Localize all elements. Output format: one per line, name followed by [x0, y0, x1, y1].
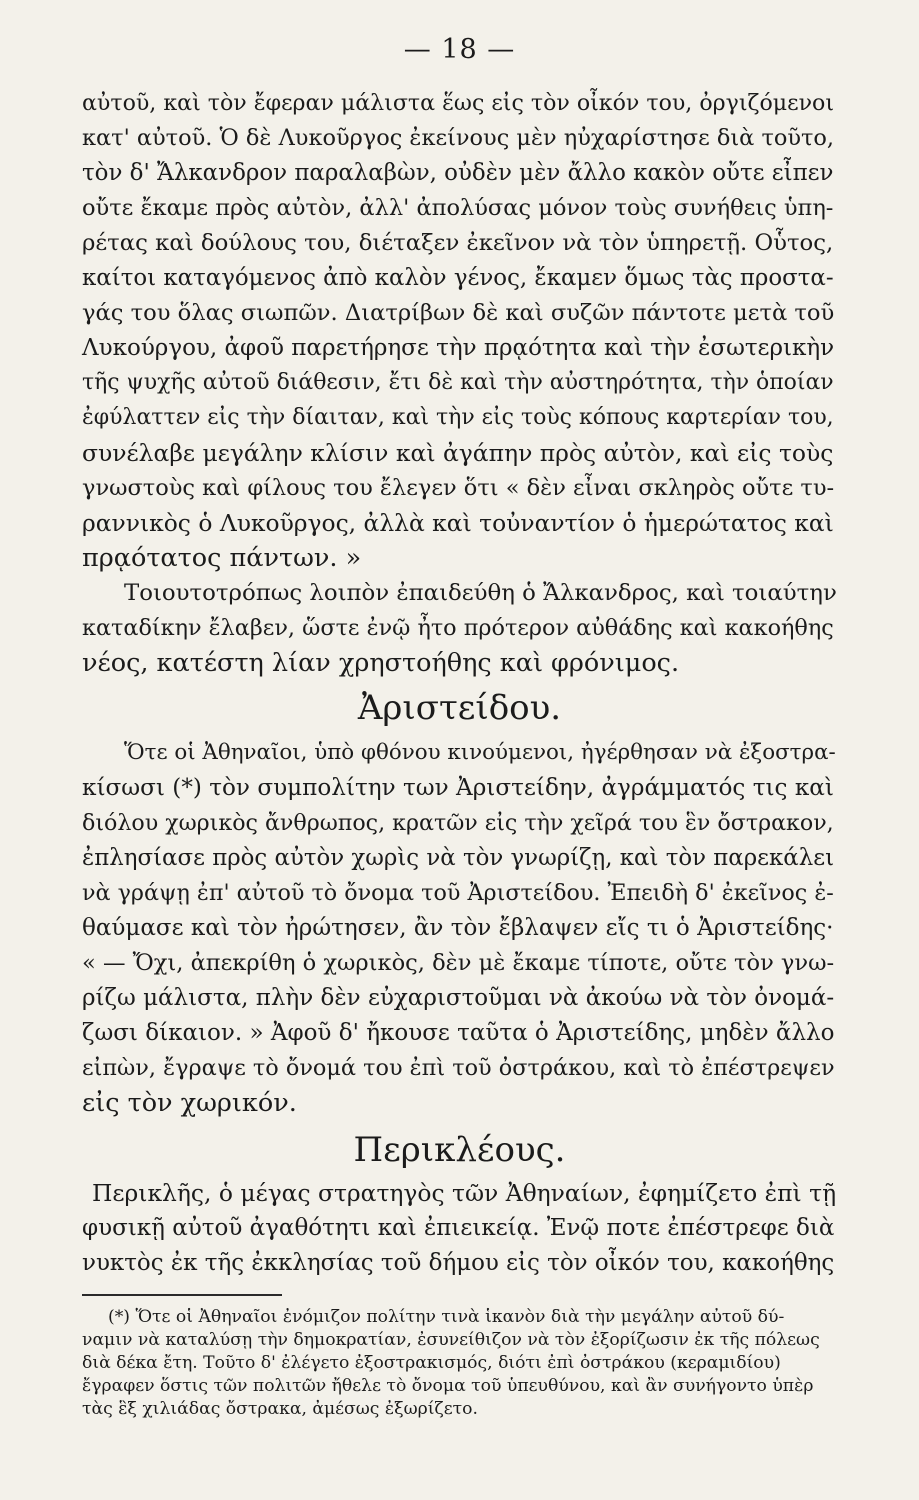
footnote-line: ναμιν νὰ καταλύσῃ τὴν δημοκρατίαν, ἐσυνείθιζον νὰ τὸν ἐξορίζωσιν ἐκ τῆς πόλεως — [82, 1330, 820, 1350]
text-line: γάς του ὅλας σιωπῶν. Διατρίβων δὲ καὶ συζῶν πάντοτε μετὰ τοῦ — [82, 300, 835, 326]
text-line: ἐπλησίασε πρὸς αὐτὸν χωρὶς νὰ τὸν γνωρίζῃ, καὶ τὸν παρεκάλει — [82, 845, 835, 871]
text-line: εἰπὼν, ἔγραψε τὸ ὄνομά του ἐπὶ τοῦ ὀστράκου, καὶ τὸ ἐπέστρεψεν — [82, 1055, 835, 1081]
page-number: — 18 — — [403, 34, 516, 65]
text-line: ραννικὸς ὁ Λυκοῦργος, ἀλλὰ καὶ τοὐναντίον ὁ ἡμερώτατος καὶ — [82, 509, 834, 537]
text-line: ζωσι δίκαιον. » Ἀφοῦ δ' ἤκουσε ταῦτα ὁ Ἀριστείδης, μηδὲν ἄλλο — [82, 1020, 835, 1046]
text-line: διόλου χωρικὸς ἄνθρωπος, κρατῶν εἰς τὴν χεῖρά του ἓν ὄστρακον, — [82, 810, 834, 836]
text-line: εἰς τὸν χωρικόν. — [82, 1088, 297, 1118]
section-heading-aristeidou: Ἀριστείδου. — [357, 688, 562, 728]
text-line: καίτοι καταγόμενος ἀπὸ καλὸν γένος, ἔκαμεν ὅμως τὰς προστα- — [82, 265, 834, 291]
text-line: θαύμασε καὶ τὸν ἠρώτησεν, ἂν τὸν ἔβλαψεν εἴς τι ὁ Ἀριστείδης· — [82, 915, 834, 941]
text-line: γνωστοὺς καὶ φίλους του ἔλεγεν ὅτι « δὲν εἶναι σκληρὸς οὔτε τυ- — [82, 475, 835, 501]
text-line: Ὅτε οἱ Ἀθηναῖοι, ὑπὸ φθόνου κινούμενοι, ἠγέρθησαν νὰ ἐξοστρα- — [124, 740, 836, 765]
text-line: αὐτοῦ, καὶ τὸν ἔφεραν μάλιστα ἕως εἰς τὸν οἶκόν του, ὀργιζόμενοι — [82, 90, 834, 116]
text-line: ρίζω μάλιστα, πλὴν δὲν εὐχαριστοῦμαι νὰ ἀκούω νὰ τὸν ὀνομά- — [82, 985, 835, 1011]
text-line: Λυκούργου, ἀφοῦ παρετήρησε τὴν πρᾳότητα καὶ τὴν ἐσωτερικὴν — [82, 335, 835, 361]
text-line: καταδίκην ἔλαβεν, ὥστε ἐνῷ ἦτο πρότερον αὐθάδης καὶ κακοήθης — [82, 615, 834, 641]
text-line: συνέλαβε μεγάλην κλίσιν καὶ ἀγάπην πρὸς αὐτὸν, καὶ εἰς τοὺς — [82, 439, 834, 467]
text-line: Περικλῆς, ὁ μέγας στρατηγὸς τῶν Ἀθηναίων, ἐφημίζετο ἐπὶ τῇ — [92, 1179, 837, 1207]
text-line: κίσωσι (*) τὸν συμπολίτην των Ἀριστείδην, ἀγράμματός τις καὶ — [82, 775, 834, 801]
text-line: νὰ γράψῃ ἐπ' αὐτοῦ τὸ ὄνομα τοῦ Ἀριστείδου. Ἐπειδὴ δ' ἐκεῖνος ἐ- — [82, 880, 834, 906]
text-line: Τοιουτοτρόπως λοιπὸν ἐπαιδεύθη ὁ Ἄλκανδρος, καὶ τοιαύτην — [124, 580, 837, 606]
text-line: ἐφύλαττεν εἰς τὴν δίαιταν, καὶ τὴν εἰς τοὺς κόπους καρτερίαν του, — [82, 405, 834, 430]
section-heading-perikleous: Περικλέους. — [353, 1130, 566, 1170]
text-line: νυκτὸς ἐκ τῆς ἐκκλησίας τοῦ δήμου εἰς τὸν οἶκόν του, κακοήθης — [82, 1250, 835, 1276]
footnote-divider — [82, 1294, 282, 1296]
text-line: « — Ὄχι, ἀπεκρίθη ὁ χωρικὸς, δὲν μὲ ἔκαμε τίποτε, οὔτε τὸν γνω- — [82, 950, 835, 976]
text-line: τῆς ψυχῆς αὐτοῦ διάθεσιν, ἔτι δὲ καὶ τὴν αὐστηρότητα, τὴν ὁποίαν — [82, 370, 834, 395]
footnote-line: ἔγραφεν ὅστις τῶν πολιτῶν ἤθελε τὸ ὄνομα τοῦ ὑπευθύνου, καὶ ἂν συνήγοντο ὑπὲρ — [82, 1376, 814, 1396]
text-line: τὸν δ' Ἄλκανδρον παραλαβὼν, οὐδὲν μὲν ἄλλο κακὸν οὔτε εἶπεν — [82, 160, 834, 186]
footnote-line: (*) Ὅτε οἱ Ἀθηναῖοι ἐνόμιζον πολίτην τινὰ ἱκανὸν διὰ τὴν μεγάλην αὐτοῦ δύ- — [108, 1307, 785, 1327]
footnote-line: διὰ δέκα ἔτη. Τοῦτο δ' ἐλέγετο ἐξοστρακισμός, διότι ἐπὶ ὀστράκου (κεραμιδίου) — [82, 1353, 781, 1373]
text-line: κατ' αὐτοῦ. Ὁ δὲ Λυκοῦργος ἐκείνους μὲν ηὐχαρίστησε διὰ τοῦτο, — [82, 125, 835, 151]
text-line: οὔτε ἔκαμε πρὸς αὐτὸν, ἀλλ' ἀπολύσας μόνον τοὺς συνήθεις ὑπη- — [82, 195, 834, 221]
text-line: νέος, κατέστη λίαν χρηστοήθης καὶ φρόνιμος. — [82, 648, 680, 678]
text-line: ρέτας καὶ δούλους του, διέταξεν ἐκεῖνον νὰ τὸν ὑπηρετῇ. Οὗτος, — [82, 230, 834, 256]
text-line: πρᾳότατος πάντων. » — [82, 543, 362, 573]
footnote-line: τὰς ἓξ χιλιάδας ὄστρακα, ἀμέσως ἐξωρίζετο. — [82, 1399, 478, 1419]
text-line: φυσικῇ αὐτοῦ ἀγαθότητι καὶ ἐπιεικείᾳ. Ἐνῷ ποτε ἐπέστρεφε διὰ — [82, 1215, 835, 1241]
